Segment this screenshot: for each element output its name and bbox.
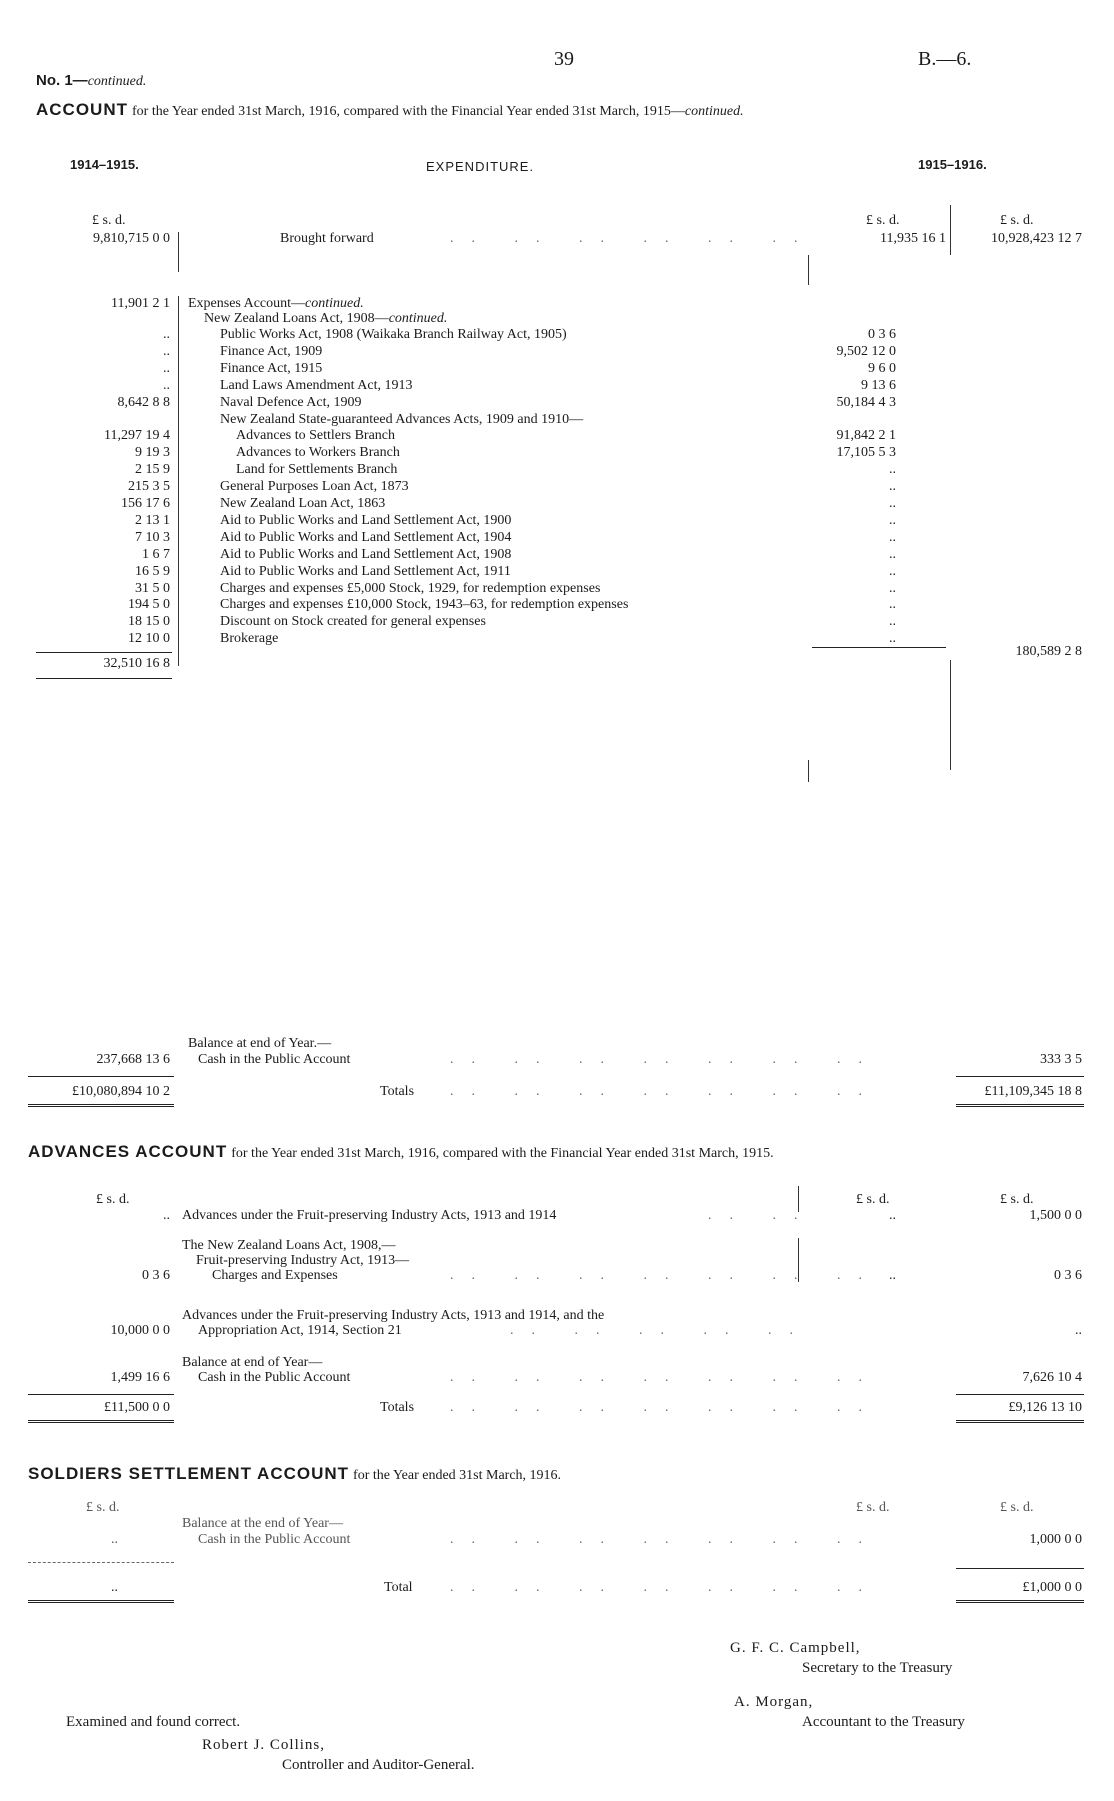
expense-row-1914-amount: 1 6 7 (142, 547, 170, 562)
soldiers-lsd-mid: £ s. d. (856, 1500, 890, 1515)
expense-row-1914-amount: .. (163, 361, 170, 376)
expense-row-label: Advances to Settlers Branch (236, 428, 396, 443)
dot-leader: .. .. .. .. .. .. .. (450, 1580, 880, 1595)
advances-title: ADVANCES ACCOUNT (28, 1142, 228, 1161)
expense-row-1914-amount: 7 10 3 (135, 530, 170, 545)
expense-row-label: Land for Settlements Branch (236, 462, 398, 477)
expense-row-label: Charges and expenses £10,000 Stock, 1943–63, for redemption expenses (220, 597, 629, 612)
nz-loans-continued: continued. (388, 311, 448, 326)
signatory-campbell-title: Secretary to the Treasury (802, 1660, 953, 1676)
soldiers-cash-right: 1,000 0 0 (1029, 1532, 1082, 1547)
nz-loans-text: New Zealand Loans Act, 1908— (204, 311, 389, 326)
expense-row-1914-amount: 194 5 0 (128, 597, 170, 612)
expense-row-1914-amount: .. (163, 327, 170, 342)
subtotal-right: 180,589 2 8 (1015, 644, 1082, 659)
expense-row-1914-amount: 16 5 9 (135, 564, 170, 579)
account-description: for the Year ended 31st March, 1916, compared with the Financial Year ended 31st March, 1915— (132, 104, 685, 119)
expense-row-1914-amount: 31 5 0 (135, 581, 170, 596)
expenditure-cash-label: Cash in the Public Account (198, 1052, 351, 1067)
expense-row-1915-amount: 50,184 4 3 (836, 395, 896, 410)
soldiers-total-right: £1,000 0 0 (1022, 1580, 1082, 1595)
brought-forward-label: Brought forward (280, 231, 374, 246)
column-header-1914-1915: 1914–1915. (70, 157, 139, 172)
advances-row1-left: .. (163, 1208, 170, 1223)
expense-row-1915-amount: 17,105 5 3 (836, 445, 896, 460)
expense-row-label: Aid to Public Works and Land Settlement Act, 1908 (220, 547, 512, 562)
advances-row3-line2: Appropriation Act, 1914, Section 21 (198, 1323, 402, 1338)
expense-row-1915-amount: .. (889, 547, 896, 562)
expense-row-1915-amount: .. (889, 631, 896, 646)
expense-row-1914-amount: 2 13 1 (135, 513, 170, 528)
expenditure-totals-label: Totals (380, 1084, 415, 1099)
advances-row2-left: 0 3 6 (142, 1268, 170, 1283)
expense-row-label: Finance Act, 1909 (220, 344, 323, 359)
brought-forward-mid: 11,935 16 1 (880, 231, 946, 246)
expense-row-label: Brokerage (220, 631, 279, 646)
dot-leader: .. .. .. .. .. .. (450, 231, 816, 246)
dot-leader: .. .. .. .. .. (510, 1323, 811, 1338)
expense-row-1915-amount: 9 13 6 (861, 378, 896, 393)
advances-totals-right: £9,126 13 10 (1008, 1400, 1082, 1415)
dot-leader: .. .. .. .. .. .. .. (450, 1400, 880, 1415)
document-reference: B.—6. (918, 48, 972, 70)
advances-row3-line1: Advances under the Fruit-preserving Industry Acts, 1913 and 1914, and the (182, 1308, 605, 1323)
advances-row2-right: 0 3 6 (1054, 1268, 1082, 1283)
expenses-heading-left: 11,901 2 1 (111, 296, 170, 311)
soldiers-heading (28, 1464, 561, 1484)
expense-row-1914-amount: 18 15 0 (128, 614, 170, 629)
expense-row-1915-amount: .. (889, 530, 896, 545)
account-heading (36, 100, 744, 120)
lsd-header-mid: £ s. d. (866, 213, 900, 228)
dot-leader: .. .. .. .. .. .. .. (450, 1052, 880, 1067)
statement-number-continued: continued. (87, 74, 147, 89)
expense-row-1915-amount: .. (889, 496, 896, 511)
expenditure-balance-label: Balance at end of Year.— (188, 1036, 332, 1051)
advances-totals-left: £11,500 0 0 (104, 1400, 170, 1415)
advances-description: for the Year ended 31st March, 1916, compared with the Financial Year ended 31st March, 1915. (231, 1146, 774, 1161)
advances-cash-label: Cash in the Public Account (198, 1370, 351, 1385)
brought-forward-right: 10,928,423 12 7 (991, 231, 1082, 246)
statement-number (36, 72, 146, 90)
expense-row-1915-amount: 9 6 0 (868, 361, 896, 376)
expense-row-label: Finance Act, 1915 (220, 361, 323, 376)
expense-row-label: Charges and expenses £5,000 Stock, 1929, for redemption expenses (220, 581, 601, 596)
examined-statement: Examined and found correct. (66, 1714, 241, 1730)
expense-row-1915-amount: .. (889, 479, 896, 494)
expense-row-1914-amount: 8,642 8 8 (117, 395, 170, 410)
soldiers-lsd-right: £ s. d. (1000, 1500, 1034, 1515)
soldiers-cash-label: Cash in the Public Account (198, 1532, 351, 1547)
expense-row-1915-amount: 9,502 12 0 (836, 344, 896, 359)
column-header-expenditure: EXPENDITURE. (426, 159, 535, 174)
advances-row2-line3: Charges and Expenses (212, 1268, 338, 1283)
expense-row-1915-amount: .. (889, 614, 896, 629)
advances-row3-left: 10,000 0 0 (110, 1323, 170, 1338)
expense-row-label: General Purposes Loan Act, 1873 (220, 479, 409, 494)
expense-row-1914-amount: 156 17 6 (121, 496, 170, 511)
expense-row-1915-amount: .. (889, 462, 896, 477)
page-number: 39 (554, 48, 574, 70)
advances-row1-right: 1,500 0 0 (1029, 1208, 1082, 1223)
advances-balance-label: Balance at end of Year— (182, 1355, 323, 1370)
expense-row-1914-amount: 215 3 5 (128, 479, 170, 494)
advances-row2-line1: The New Zealand Loans Act, 1908,— (182, 1238, 396, 1253)
soldiers-title: SOLDIERS SETTLEMENT ACCOUNT (28, 1464, 350, 1483)
account-continued: continued. (684, 104, 744, 119)
expense-row-label: New Zealand State-guaranteed Advances Acts, 1909 and 1910— (220, 412, 584, 427)
signatory-campbell-name: G. F. C. Campbell, (730, 1640, 861, 1656)
advances-heading (28, 1142, 774, 1162)
expense-row-1915-amount: .. (889, 597, 896, 612)
advances-cash-left: 1,499 16 6 (110, 1370, 170, 1385)
soldiers-description: for the Year ended 31st March, 1916. (353, 1468, 562, 1483)
expense-row-1915-amount: .. (889, 564, 896, 579)
advances-row3-right: .. (1075, 1323, 1082, 1338)
expenditure-cash-left: 237,668 13 6 (96, 1052, 170, 1067)
statement-number-label: No. 1— (36, 72, 88, 89)
account-title: ACCOUNT (36, 100, 128, 119)
expense-row-label: Public Works Act, 1908 (Waikaka Branch Railway Act, 1905) (220, 327, 567, 342)
dot-leader: .. .. (708, 1208, 816, 1223)
expense-row-1914-amount: 12 10 0 (128, 631, 170, 646)
soldiers-total-label: Total (384, 1580, 413, 1595)
dot-leader: .. .. .. .. .. .. .. (450, 1268, 880, 1283)
advances-cash-right: 7,626 10 4 (1022, 1370, 1082, 1385)
dot-leader: .. .. .. .. .. .. .. (450, 1532, 880, 1547)
expenses-heading-continued: continued. (305, 296, 364, 311)
advances-lsd-mid: £ s. d. (856, 1192, 890, 1207)
soldiers-cash-left: .. (111, 1532, 118, 1547)
expense-row-label: New Zealand Loan Act, 1863 (220, 496, 386, 511)
expense-row-label: Aid to Public Works and Land Settlement Act, 1911 (220, 564, 511, 579)
soldiers-total-left: .. (111, 1580, 118, 1595)
expense-row-1915-amount: .. (889, 513, 896, 528)
advances-row1-mid: .. (889, 1208, 896, 1223)
lsd-header-left: £ s. d. (92, 213, 126, 228)
advances-row2-mid: .. (889, 1268, 896, 1283)
expense-row-label: Advances to Workers Branch (236, 445, 400, 460)
expense-row-label: Discount on Stock created for general expenses (220, 614, 486, 629)
advances-lsd-left: £ s. d. (96, 1192, 130, 1207)
expense-row-label: Aid to Public Works and Land Settlement Act, 1900 (220, 513, 512, 528)
advances-totals-label: Totals (380, 1400, 415, 1415)
expense-row-1914-amount: 11,297 19 4 (104, 428, 170, 443)
advances-lsd-right: £ s. d. (1000, 1192, 1034, 1207)
expenditure-cash-right: 333 3 5 (1040, 1052, 1082, 1067)
column-header-1915-1916: 1915–1916. (918, 157, 987, 172)
expense-row-1915-amount: 91,842 2 1 (836, 428, 896, 443)
expense-row-label: Aid to Public Works and Land Settlement Act, 1904 (220, 530, 512, 545)
dot-leader: .. .. .. .. .. .. .. (450, 1084, 880, 1099)
expenditure-totals-left: £10,080,894 10 2 (72, 1084, 170, 1099)
expenditure-totals-right: £11,109,345 18 8 (984, 1084, 1082, 1099)
soldiers-balance-label: Balance at the end of Year— (182, 1516, 343, 1531)
signatory-morgan-name: A. Morgan, (734, 1694, 814, 1710)
subtotal-left: 32,510 16 8 (103, 656, 170, 671)
nz-loans-heading (204, 311, 447, 327)
expense-row-label: Naval Defence Act, 1909 (220, 395, 362, 410)
lsd-header-right: £ s. d. (1000, 213, 1034, 228)
signatory-collins-name: Robert J. Collins, (202, 1737, 326, 1753)
advances-row2-line2: Fruit-preserving Industry Act, 1913— (196, 1253, 410, 1268)
expense-row-1915-amount: 0 3 6 (868, 327, 896, 342)
brought-forward-left: 9,810,715 0 0 (93, 231, 170, 246)
expense-row-1914-amount: 9 19 3 (135, 445, 170, 460)
signatory-collins-title: Controller and Auditor-General. (282, 1757, 475, 1773)
expense-row-1915-amount: .. (889, 581, 896, 596)
expense-row-1914-amount: 2 15 9 (135, 462, 170, 477)
expense-row-1914-amount: .. (163, 378, 170, 393)
expense-row-label: Land Laws Amendment Act, 1913 (220, 378, 413, 393)
signatory-morgan-title: Accountant to the Treasury (802, 1714, 965, 1730)
expenses-heading (188, 296, 364, 312)
advances-row1-label: Advances under the Fruit-preserving Industry Acts, 1913 and 1914 (182, 1208, 557, 1223)
expenses-heading-text: Expenses Account— (188, 296, 306, 311)
dot-leader: .. .. .. .. .. .. .. (450, 1370, 880, 1385)
expense-row-1914-amount: .. (163, 344, 170, 359)
soldiers-lsd-left: £ s. d. (86, 1500, 120, 1515)
